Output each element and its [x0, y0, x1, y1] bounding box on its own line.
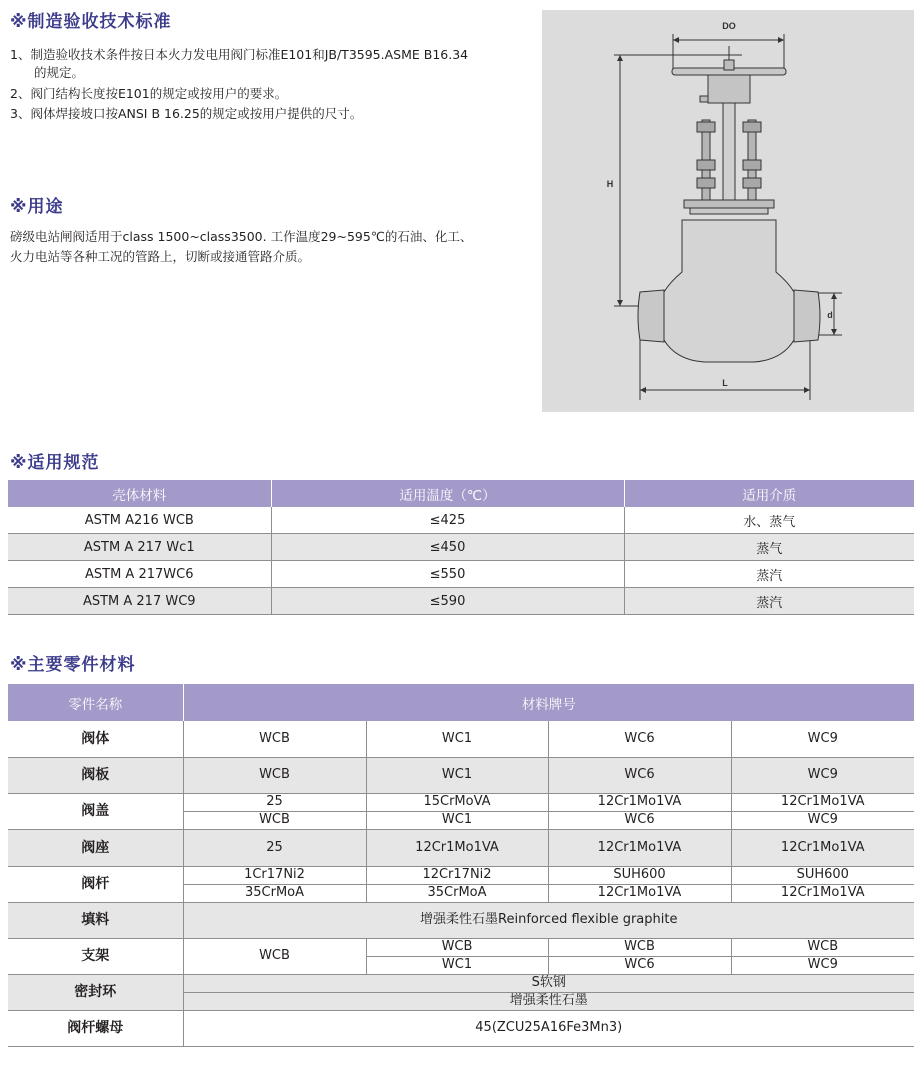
material-cell: 12Cr1Mo1VA [731, 793, 914, 811]
material-cell: 35CrMoA [366, 884, 548, 902]
material-cell: WC1 [366, 721, 548, 757]
part-name-stem: 阀杆 [8, 866, 183, 902]
spec-heading: ※适用规范 [10, 453, 100, 473]
spec-header-material: 壳体材料 [8, 480, 271, 507]
spec-cell: ASTM A 217 WC9 [8, 588, 271, 615]
material-cell: 12Cr1Mo1VA [366, 829, 548, 866]
table-row [8, 829, 914, 866]
spec-header-row [8, 480, 914, 507]
usage-line-2: 火力电站等各种工况的管路上，切断或接通管路介质。 [10, 249, 311, 264]
spec-cell: ≤550 [271, 561, 624, 588]
material-cell: WC1 [366, 811, 548, 829]
material-cell: SUH600 [548, 866, 731, 884]
spec-cell: 蒸汽 [624, 588, 914, 615]
spec-cell: 蒸汽 [624, 561, 914, 588]
material-cell: WC9 [731, 721, 914, 757]
spec-cell: ≤450 [271, 534, 624, 561]
parts-heading: ※主要零件材料 [10, 655, 136, 675]
spec-header-medium: 适用介质 [624, 480, 914, 507]
material-cell: WCB [548, 938, 731, 956]
material-cell: WC9 [731, 757, 914, 793]
material-cell: WC9 [731, 811, 914, 829]
table-row [8, 902, 914, 938]
material-cell: 12Cr1Mo1VA [548, 884, 731, 902]
table-row [8, 757, 914, 793]
material-cell: WCB [366, 938, 548, 956]
standards-item-1: 1、制造验收技术条件按日本火力发电用阀门标准E101和JB/T3595.ASME B16.34 [10, 47, 469, 62]
dim-d-label: d [827, 310, 833, 320]
dim-do-label: DO [722, 21, 736, 31]
material-cell: WC6 [548, 811, 731, 829]
spec-cell: 蒸气 [624, 534, 914, 561]
standards-item-3: 3、阀体焊接坡口按ANSI B 16.25的规定或按用户提供的尺寸。 [10, 106, 363, 121]
dim-l-label: L [722, 378, 728, 388]
spec-cell: ≤590 [271, 588, 624, 615]
material-cell: 15CrMoVA [366, 793, 548, 811]
table-row [8, 938, 914, 956]
table-row [8, 1010, 914, 1046]
part-name-disc: 阀板 [8, 757, 183, 793]
parts-table [8, 684, 914, 1047]
part-name-yoke: 支架 [8, 938, 183, 974]
material-cell: WC6 [548, 956, 731, 974]
material-cell: 增强柔性石墨Reinforced flexible graphite [183, 902, 914, 938]
valve-drawing-svg [542, 10, 914, 412]
table-row [8, 588, 914, 615]
material-cell: WCB [183, 721, 366, 757]
table-row [8, 793, 914, 811]
material-cell: 12Cr17Ni2 [366, 866, 548, 884]
material-cell: WCB [183, 757, 366, 793]
part-name-stem-nut: 阀杆螺母 [8, 1010, 183, 1046]
table-row [8, 866, 914, 884]
material-cell: WC6 [548, 757, 731, 793]
dim-h-label: H [606, 179, 614, 189]
material-cell: WC1 [366, 757, 548, 793]
material-cell: 25 [183, 829, 366, 866]
material-cell: 45(ZCU25A16Fe3Mn3) [183, 1010, 914, 1046]
table-row [8, 974, 914, 992]
material-cell: 增强柔性石墨 [183, 992, 914, 1010]
material-cell: WCB [183, 938, 366, 974]
material-cell: 1Cr17Ni2 [183, 866, 366, 884]
standards-item-1-cont: 的规定。 [34, 65, 85, 80]
spec-cell: ≤425 [271, 507, 624, 534]
part-name-body: 阀体 [8, 721, 183, 757]
material-cell: SUH600 [731, 866, 914, 884]
part-name-seal-ring: 密封环 [8, 974, 183, 1010]
standards-item-2: 2、阀门结构长度按E101的规定或按用户的要求。 [10, 86, 288, 101]
material-cell: WC1 [366, 956, 548, 974]
parts-header-material: 材料牌号 [183, 684, 914, 721]
spec-cell: ASTM A 217WC6 [8, 561, 271, 588]
table-row [8, 721, 914, 757]
material-cell: 12Cr1Mo1VA [731, 884, 914, 902]
material-cell: 35CrMoA [183, 884, 366, 902]
table-row [8, 534, 914, 561]
parts-header-row [8, 684, 914, 721]
part-name-seat: 阀座 [8, 829, 183, 866]
part-name-bonnet: 阀盖 [8, 793, 183, 829]
material-cell: S软钢 [183, 974, 914, 992]
material-cell: 25 [183, 793, 366, 811]
spec-header-temperature: 适用温度（℃） [271, 480, 624, 507]
part-name-packing: 填料 [8, 902, 183, 938]
material-cell: WC6 [548, 721, 731, 757]
table-row [8, 507, 914, 534]
material-cell: WCB [183, 811, 366, 829]
usage-heading: ※用途 [10, 197, 64, 217]
spec-cell: ASTM A216 WCB [8, 507, 271, 534]
valve-drawing [542, 10, 914, 412]
usage-line-1: 磅级电站闸阀适用于class 1500~class3500. 工作温度29~595℃的石油、化工、 [10, 229, 473, 244]
material-cell: 12Cr1Mo1VA [731, 829, 914, 866]
table-row [8, 561, 914, 588]
spec-cell: ASTM A 217 Wc1 [8, 534, 271, 561]
material-cell: WCB [731, 938, 914, 956]
spec-cell: 水、蒸气 [624, 507, 914, 534]
material-cell: 12Cr1Mo1VA [548, 829, 731, 866]
material-cell: 12Cr1Mo1VA [548, 793, 731, 811]
parts-header-name: 零件名称 [8, 684, 183, 721]
standards-heading: ※制造验收技术标准 [10, 12, 172, 32]
spec-table [8, 480, 914, 615]
material-cell: WC9 [731, 956, 914, 974]
